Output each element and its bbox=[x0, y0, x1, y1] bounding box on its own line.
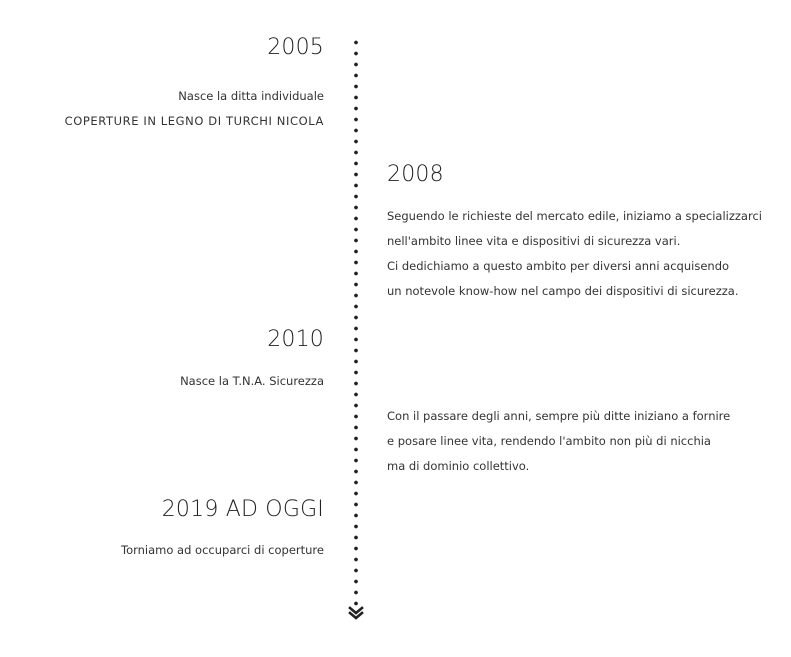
entry-description-line: ma di dominio collettivo. bbox=[387, 459, 530, 473]
entry-description-line: COPERTURE IN LEGNO DI TURCHI NICOLA bbox=[64, 114, 324, 128]
double-chevron-down-icon bbox=[347, 605, 365, 621]
timeline-entry-2010-description bbox=[180, 369, 324, 394]
entry-description-line: Con il passare degli anni, sempre più ditte iniziano a fornire bbox=[387, 409, 731, 423]
entry-description-line: Ci dedichiamo a questo ambito per diversi anni acquisendo bbox=[387, 259, 730, 273]
timeline-entry-2005 bbox=[267, 35, 324, 61]
entry-description-line: e posare linee vita, rendendo l'ambito non più di nicchia bbox=[387, 434, 711, 448]
entry-year: 2005 bbox=[267, 35, 324, 60]
entry-description-line: un notevole know-how nel campo dei dispositivi di sicurezza. bbox=[387, 284, 739, 298]
timeline-entry-2008-description bbox=[387, 204, 762, 304]
entry-description-line: Torniamo ad occuparci di coperture bbox=[121, 543, 324, 557]
timeline-entry-later-description bbox=[387, 404, 730, 479]
entry-description-line: nell'ambito linee vita e dispositivi di sicurezza vari. bbox=[387, 234, 681, 248]
entry-year: 2008 bbox=[387, 162, 444, 187]
entry-year: 2019 AD OGGI bbox=[161, 497, 324, 522]
timeline-entry-2005-description bbox=[65, 84, 324, 134]
timeline-entry-2010 bbox=[267, 327, 324, 353]
entry-description-line: Seguendo le richieste del mercato edile, iniziamo a specializzarci bbox=[387, 209, 762, 223]
entry-year: 2010 bbox=[267, 327, 324, 352]
entry-description-line: Nasce la T.N.A. Sicurezza bbox=[180, 374, 324, 388]
timeline-entry-2008 bbox=[387, 162, 444, 188]
timeline-axis bbox=[354, 37, 358, 607]
timeline-entry-2019 bbox=[162, 497, 324, 523]
entry-description-line: Nasce la ditta individuale bbox=[178, 89, 324, 103]
timeline-entry-2019-description bbox=[121, 538, 324, 563]
